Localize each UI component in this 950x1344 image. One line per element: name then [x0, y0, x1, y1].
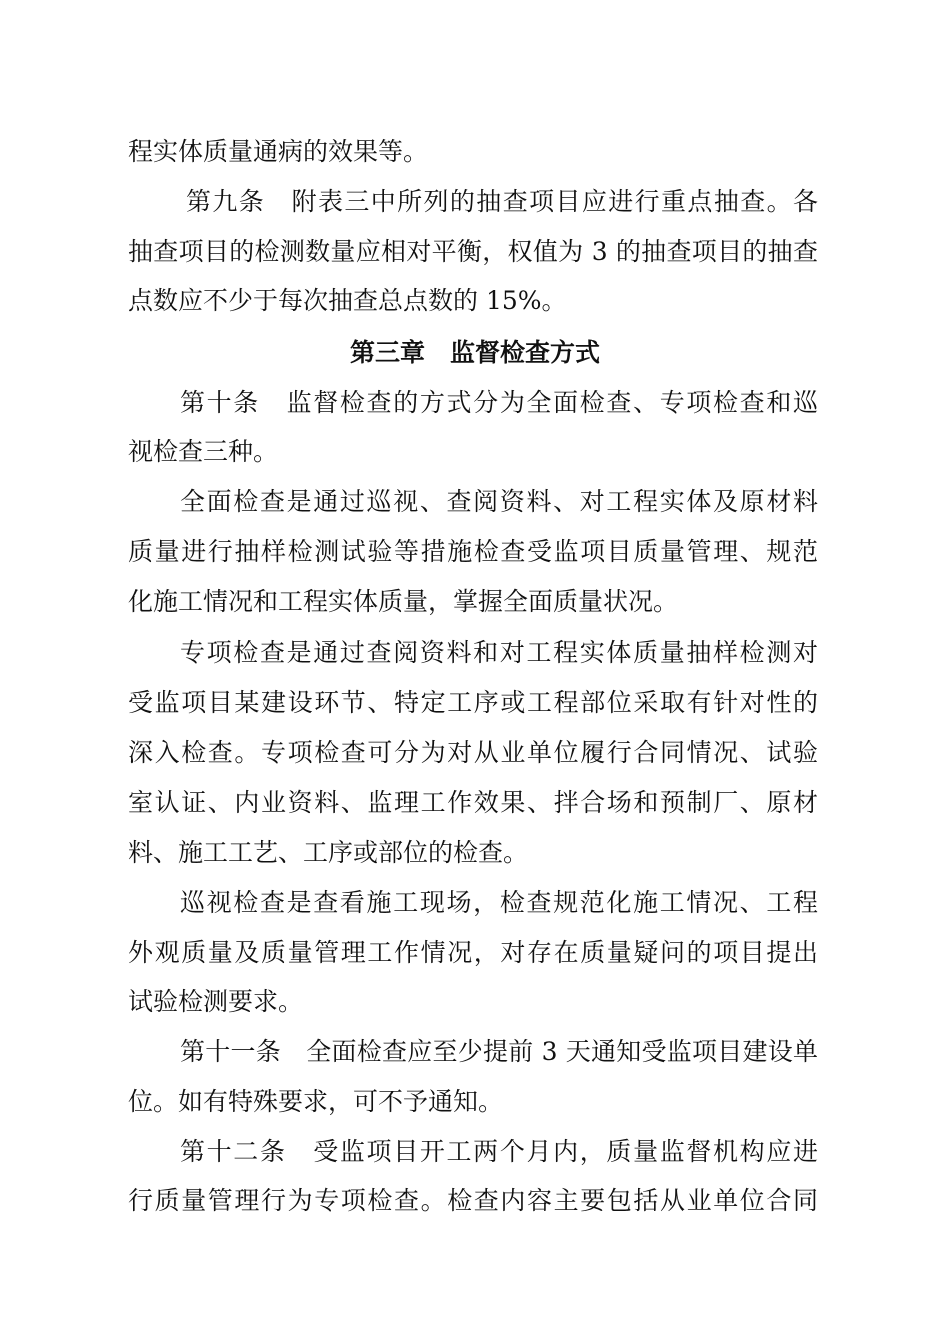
text-line: 程实体质量通病的效果等。	[128, 137, 429, 166]
text-line: 室认证、内业资料、监理工作效果、拌合场和预制厂、原材	[128, 788, 818, 817]
chapter-heading: 第三章 监督检查方式	[349, 338, 600, 367]
text-line: 试验检测要求。	[128, 987, 304, 1016]
text-line: 专项检查是通过查阅资料和对工程实体质量抽样检测对	[180, 638, 818, 667]
text-line: 深入检查。专项检查可分为对从业单位履行合同情况、试验	[128, 738, 818, 767]
text-line: 巡视检查是查看施工现场，检查规范化施工情况、工程	[180, 888, 818, 917]
text-line: 视检查三种。	[128, 437, 279, 466]
text-line: 第九条 附表三中所列的抽查项目应进行重点抽查。各	[186, 187, 818, 216]
text-line: 第十二条 受监项目开工两个月内，质量监督机构应进	[180, 1137, 818, 1166]
text-line: 行质量管理行为专项检查。检查内容主要包括从业单位合同	[128, 1186, 818, 1215]
text-line: 全面检查是通过巡视、查阅资料、对工程实体及原材料	[180, 487, 818, 516]
text-line: 抽查项目的检测数量应相对平衡，权值为 3 的抽查项目的抽查	[128, 237, 818, 266]
text-line: 点数应不少于每次抽查总点数的 15%。	[128, 286, 567, 315]
text-line: 质量进行抽样检测试验等措施检查受监项目质量管理、规范	[128, 537, 818, 566]
text-line: 第十一条 全面检查应至少提前 3 天通知受监项目建设单	[180, 1037, 818, 1066]
text-line: 化施工情况和工程实体质量，掌握全面质量状况。	[128, 587, 679, 616]
text-line: 受监项目某建设环节、特定工序或工程部位采取有针对性的	[128, 688, 818, 717]
text-line: 料、施工工艺、工序或部位的检查。	[128, 838, 529, 867]
text-line: 第十条 监督检查的方式分为全面检查、专项检查和巡	[180, 388, 818, 417]
text-line: 外观质量及质量管理工作情况，对存在质量疑问的项目提出	[128, 938, 818, 967]
text-line: 位。如有特殊要求，可不予通知。	[128, 1087, 504, 1116]
